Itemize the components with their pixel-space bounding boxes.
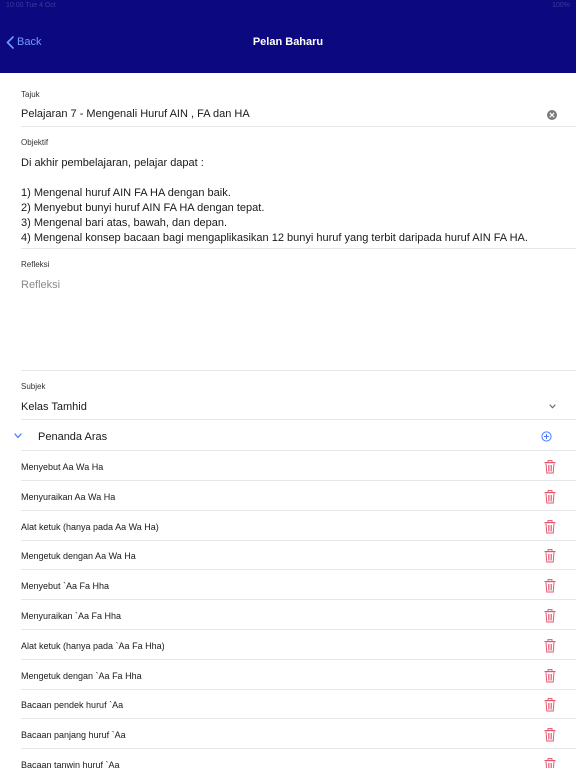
penanda-label: Menyebut `Aa Fa Hha bbox=[21, 581, 110, 592]
penanda-row[interactable] bbox=[0, 689, 576, 719]
penanda-label: Bacaan pendek huruf `Aa bbox=[21, 700, 124, 711]
penanda-row[interactable] bbox=[0, 749, 576, 768]
trash-icon[interactable] bbox=[544, 549, 556, 563]
trash-icon[interactable] bbox=[544, 639, 556, 653]
divider bbox=[21, 370, 576, 371]
trash-icon[interactable] bbox=[544, 460, 556, 474]
clear-circle-icon bbox=[549, 112, 555, 118]
objektif-label: Objektif bbox=[21, 138, 49, 147]
objektif-line: Di akhir pembelajaran, pelajar dapat : bbox=[21, 157, 204, 169]
objektif-line: 2) Menyebut bunyi huruf AIN FA HA dengan tepat. bbox=[21, 202, 265, 214]
subjek-select[interactable]: Kelas Tamhid bbox=[21, 401, 87, 413]
divider bbox=[21, 248, 576, 249]
page-title: Pelan Baharu bbox=[252, 36, 324, 48]
divider bbox=[21, 126, 576, 127]
back-label: Back bbox=[17, 36, 42, 48]
penanda-row[interactable] bbox=[0, 719, 576, 749]
trash-icon[interactable] bbox=[544, 579, 556, 593]
objektif-line: 1) Mengenal huruf AIN FA HA dengan baik. bbox=[21, 187, 231, 199]
status-time: 10:00 Tue 4 Oct bbox=[6, 2, 56, 9]
objektif-line bbox=[21, 171, 561, 186]
status-battery: 100% bbox=[552, 2, 570, 9]
status-bar bbox=[0, 0, 576, 12]
penanda-label: Mengetuk dengan Aa Wa Ha bbox=[21, 551, 136, 562]
trash-icon[interactable] bbox=[544, 520, 556, 534]
divider bbox=[21, 419, 576, 420]
penanda-row[interactable] bbox=[0, 600, 576, 630]
penanda-aras-title: Penanda Aras bbox=[38, 431, 108, 443]
objektif-line: 4) Mengenal konsep bacaan bagi mengaplikasikan 12 bunyi huruf yang terbit daripada huruf AIN FA HA. bbox=[21, 232, 528, 244]
refleksi-textarea[interactable]: Refleksi bbox=[21, 279, 61, 291]
penanda-label: Menyuraikan `Aa Fa Hha bbox=[21, 611, 122, 621]
collapse-chevron-icon[interactable] bbox=[13, 432, 23, 440]
subjek-label: Subjek bbox=[21, 382, 46, 391]
penanda-label: Menyuraikan Aa Wa Ha bbox=[21, 491, 116, 502]
tajuk-input[interactable]: Pelajaran 7 - Mengenali Huruf AIN , FA dan HA bbox=[21, 108, 250, 120]
penanda-label: Alat ketuk (hanya pada `Aa Fa Hha) bbox=[21, 640, 165, 651]
refleksi-label: Refleksi bbox=[21, 260, 50, 269]
penanda-row[interactable] bbox=[0, 660, 576, 690]
penanda-row[interactable] bbox=[0, 451, 576, 481]
trash-icon[interactable] bbox=[544, 758, 556, 768]
navigation-bar bbox=[0, 0, 576, 73]
trash-icon[interactable] bbox=[544, 698, 556, 712]
trash-icon[interactable] bbox=[544, 490, 556, 504]
trash-icon[interactable] bbox=[544, 669, 556, 683]
penanda-row[interactable] bbox=[0, 540, 576, 570]
add-penanda-button[interactable] bbox=[541, 431, 552, 442]
clear-tajuk-button[interactable] bbox=[547, 110, 557, 120]
penanda-row[interactable] bbox=[0, 481, 576, 511]
penanda-label: Menyebut Aa Wa Ha bbox=[21, 462, 104, 472]
tajuk-label: Tajuk bbox=[21, 90, 40, 99]
penanda-row[interactable] bbox=[0, 570, 576, 600]
penanda-label: Alat ketuk (hanya pada Aa Wa Ha) bbox=[21, 521, 159, 532]
penanda-label: Bacaan panjang huruf `Aa bbox=[21, 730, 126, 741]
objektif-line: 3) Mengenal bari atas, bawah, dan depan. bbox=[21, 217, 228, 229]
penanda-label: Mengetuk dengan `Aa Fa Hha bbox=[21, 670, 142, 681]
penanda-row[interactable] bbox=[0, 630, 576, 660]
penanda-label: Bacaan tanwin huruf `Aa bbox=[21, 760, 120, 768]
penanda-row[interactable] bbox=[0, 511, 576, 541]
objektif-textarea[interactable] bbox=[21, 156, 561, 246]
trash-icon[interactable] bbox=[544, 609, 556, 623]
chevron-down-icon[interactable] bbox=[549, 404, 556, 409]
trash-icon[interactable] bbox=[544, 728, 556, 742]
